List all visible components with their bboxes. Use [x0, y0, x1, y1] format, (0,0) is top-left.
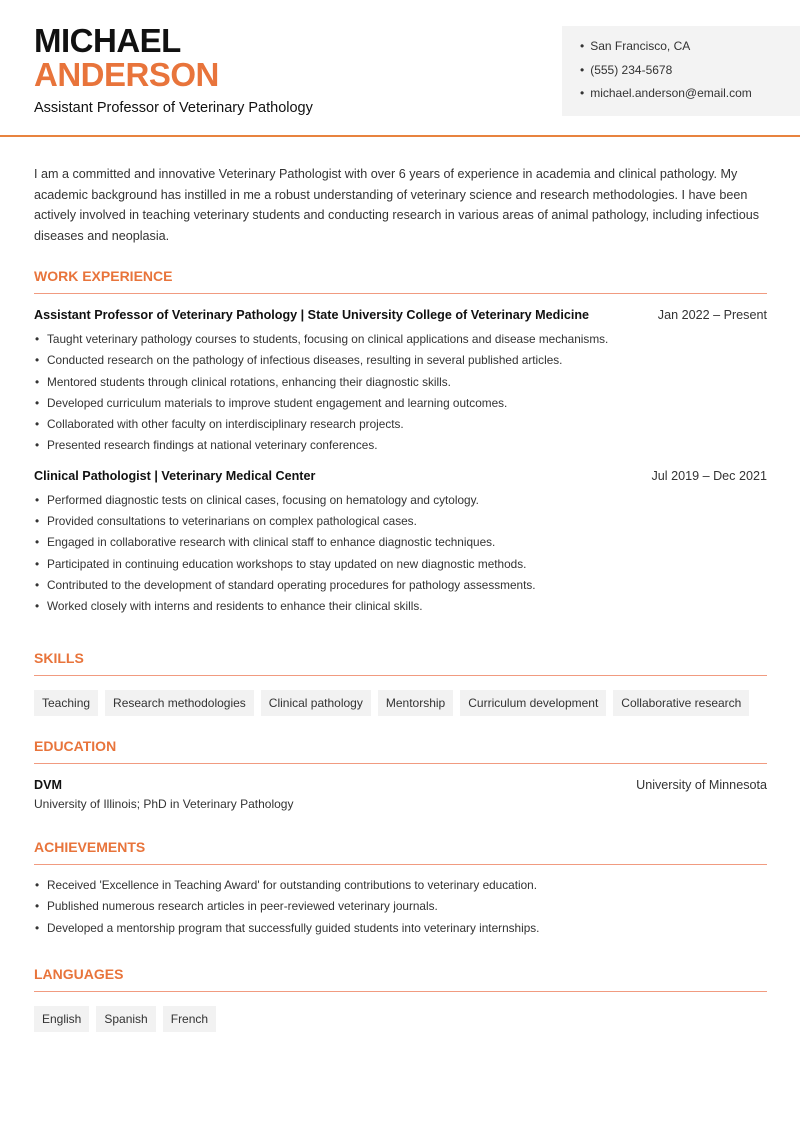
skill-tag: Mentorship: [378, 690, 453, 716]
language-tag: Spanish: [96, 1006, 155, 1032]
skill-tag: Curriculum development: [460, 690, 606, 716]
list-item: • Collaborated with other faculty on interdisciplinary research projects.: [34, 414, 767, 435]
job-title: Assistant Professor of Veterinary Pathology | State University College of Veterinary Medicine: [34, 308, 590, 322]
institution: University of Minnesota: [636, 778, 767, 792]
list-item: • Presented research findings at national veterinary conferences.: [34, 435, 767, 456]
job-title: Assistant Professor of Veterinary Pathology: [34, 100, 313, 116]
list-item: • Mentored students through clinical rotations, enhancing their diagnostic skills.: [34, 372, 767, 393]
work-experience-section: [34, 268, 767, 630]
list-item: • Received 'Excellence in Teaching Award' for outstanding contributions to veterinary education.: [34, 875, 767, 896]
job-bullets: [34, 490, 767, 618]
section-heading: LANGUAGES: [34, 966, 767, 992]
job-header: [34, 469, 767, 483]
job-dates: Jul 2019 – Dec 2021: [651, 468, 767, 483]
job-bullets: [34, 329, 767, 457]
section-heading: WORK EXPERIENCE: [34, 268, 767, 294]
resume-header: [0, 0, 800, 137]
list-item: • Worked closely with interns and residents to enhance their clinical skills.: [34, 596, 767, 617]
achievement-list: [34, 875, 767, 939]
list-item: • Published numerous research articles in peer-reviewed veterinary journals.: [34, 896, 767, 917]
last-name: ANDERSON: [34, 56, 219, 93]
education-detail: University of Illinois; PhD in Veterinary Pathology: [34, 797, 294, 811]
job-header: [34, 308, 767, 322]
job-dates: Jan 2022 – Present: [657, 308, 767, 322]
skill-tag: Teaching: [34, 690, 98, 716]
section-heading: ACHIEVEMENTS: [34, 839, 767, 865]
language-tag: French: [163, 1006, 216, 1032]
language-tags: [34, 1006, 767, 1032]
summary: I am a committed and innovative Veterinary Pathologist with over 6 years of experience in academia and clinical pathology. My academic background has instilled in me a robust understanding of veterinary science and research methodologies. I have been actively involved in teaching veterinary students and conducting research in various areas of animal pathology, including infectious diseases and neoplasia.: [34, 167, 760, 243]
list-item: • Performed diagnostic tests on clinical cases, focusing on hematology and cytology.: [34, 490, 767, 511]
contact-box: [562, 26, 800, 116]
section-heading: SKILLS: [34, 650, 767, 676]
section-heading: EDUCATION: [34, 738, 767, 764]
list-item: • Developed a mentorship program that successfully guided students into veterinary internships.: [34, 918, 767, 939]
list-item: • Conducted research on the pathology of infectious diseases, resulting in several published articles.: [34, 350, 767, 371]
language-tag: English: [34, 1006, 89, 1032]
contact-email[interactable]: • michael.anderson@email.com: [580, 85, 800, 109]
list-item: • Participated in continuing education workshops to stay updated on new diagnostic methods.: [34, 554, 767, 575]
list-item: • Developed curriculum materials to improve student engagement and learning outcomes.: [34, 393, 767, 414]
languages-section: [34, 966, 767, 1032]
list-item: • Taught veterinary pathology courses to students, focusing on clinical applications and disease mechanisms.: [34, 329, 767, 350]
list-item: • Provided consultations to veterinarians on complex pathological cases.: [34, 511, 767, 532]
education-section: [34, 738, 767, 811]
contact-location: • San Francisco, CA: [580, 38, 800, 62]
skill-tags: [34, 690, 767, 716]
skill-tag: Research methodologies: [105, 690, 254, 716]
list-item: • Contributed to the development of standard operating procedures for pathology assessments.: [34, 575, 767, 596]
degree: DVM: [34, 778, 62, 792]
education-header: [34, 778, 767, 792]
list-item: • Engaged in collaborative research with clinical staff to enhance diagnostic techniques.: [34, 532, 767, 553]
contact-phone: • (555) 234-5678: [580, 62, 800, 86]
skill-tag: Collaborative research: [613, 690, 749, 716]
first-name: MICHAEL: [34, 22, 181, 59]
skills-section: [34, 650, 767, 716]
job-title: Clinical Pathologist | Veterinary Medical Center: [34, 468, 316, 483]
skill-tag: Clinical pathology: [261, 690, 371, 716]
achievements-section: [34, 839, 767, 951]
